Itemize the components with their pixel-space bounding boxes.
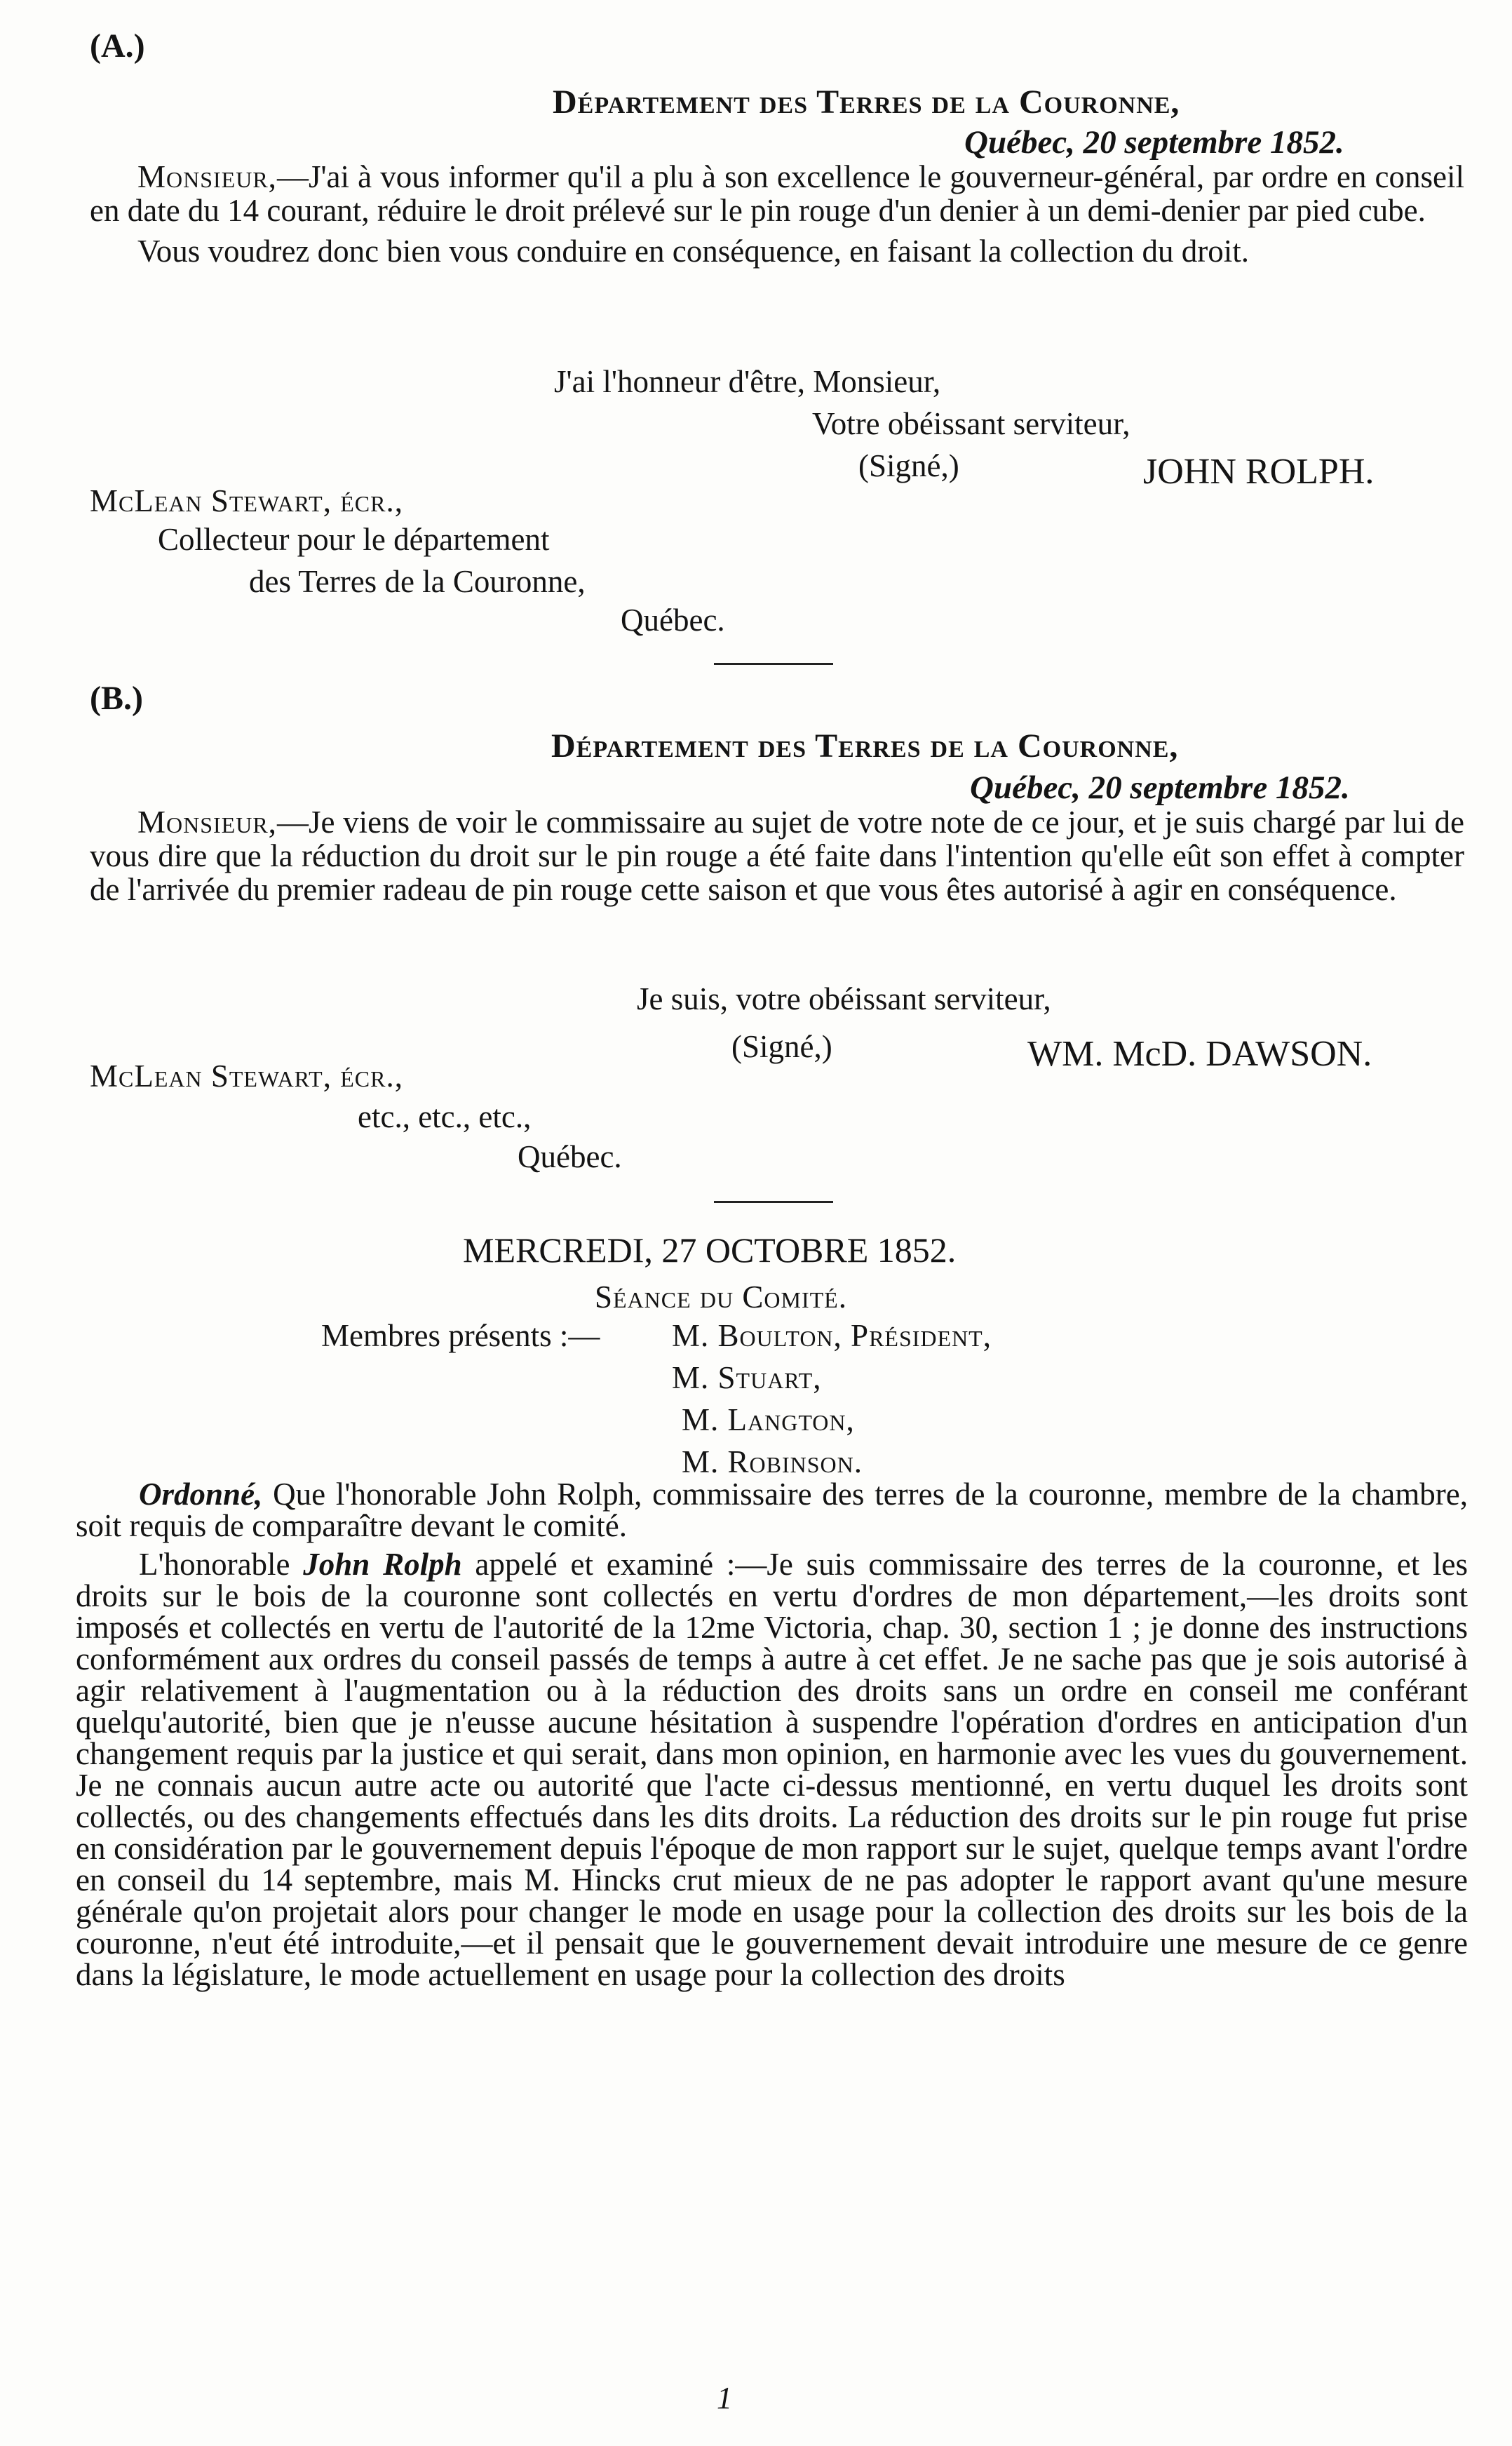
letter-a-closing2: Votre obéissant serviteur, — [812, 406, 1130, 441]
letter-b-addressee-line3: Québec. — [518, 1139, 622, 1174]
session-date-heading: MERCREDI, 27 OCTOBRE 1852. — [463, 1230, 957, 1270]
letter-a-signature: JOHN ROLPH. — [1143, 452, 1375, 492]
letter-b-label: (B.) — [90, 680, 143, 717]
letter-b-body — [90, 805, 1464, 906]
order-text: Que l'honorable John Rolph, commissaire des terres de la couronne, membre de la chambre, soit requis de comparaître devant le comité. — [76, 1477, 1468, 1543]
letter-b-addressee-line2: etc., etc., etc., — [358, 1099, 532, 1134]
section-divider — [714, 663, 833, 665]
letter-a-place-date: Québec, 20 septembre 1852. — [964, 124, 1344, 161]
letter-a-body — [90, 160, 1464, 268]
member-item: M. Robinson. — [682, 1444, 863, 1479]
letter-b-place-date: Québec, 20 septembre 1852. — [970, 770, 1350, 806]
letter-b-signature: WM. McD. DAWSON. — [1027, 1034, 1372, 1074]
letter-b-signed: (Signé,) — [731, 1029, 832, 1064]
members-label: Membres présents :— — [321, 1318, 600, 1353]
section-divider-2 — [714, 1201, 833, 1203]
letter-a-closing1: J'ai l'honneur d'être, Monsieur, — [554, 364, 941, 399]
order-lead: Ordonné, — [139, 1477, 263, 1512]
member-item: M. Stuart, — [672, 1360, 822, 1395]
letter-a-department: Département des Terres de la Couronne, — [553, 83, 1180, 121]
testimony-lead: L'honorable — [139, 1547, 304, 1582]
letter-a-body1: —J'ai à vous informer qu'il a plu à son excellence le gouverneur-général, par ordre en conseil en date du 14 courant, réduire le droit prélevé sur le pin rouge d'un denier à un demi-denier par pied cube. — [90, 159, 1464, 228]
letter-b-body-text: —Je viens de voir le commissaire au sujet de votre note de ce jour, et je suis chargé par lui de vous dire que la réduction du droit sur le pin rouge a été faite dans l'intention qu'elle eût son effet à compter de l'arrivée du premier radeau de pin rouge cette saison et que vous êtes autorisé à agir en conséquence. — [90, 805, 1464, 907]
member-item: M. Langton, — [682, 1402, 855, 1437]
letter-b-salutation: Monsieur, — [137, 805, 277, 840]
session-sitting: Séance du Comité. — [595, 1279, 847, 1315]
member-item: M. Boulton, Président, — [672, 1318, 992, 1353]
letter-a-addressee-line4: Québec. — [621, 603, 725, 638]
letter-a-salutation: Monsieur, — [137, 159, 277, 194]
letter-a-body2: Vous voudrez donc bien vous conduire en conséquence, en faisant la collection du droit. — [137, 234, 1249, 269]
letter-a-addressee-line3: des Terres de la Couronne, — [249, 564, 586, 599]
letter-a-addressee-name: McLean Stewart, écr., — [90, 483, 403, 518]
letter-a-signed: (Signé,) — [858, 448, 959, 483]
letter-b-closing: Je suis, votre obéissant serviteur, — [637, 981, 1051, 1016]
session-body — [76, 1479, 1468, 1991]
letter-b-addressee-name: McLean Stewart, écr., — [90, 1059, 403, 1094]
page-number: 1 — [717, 2381, 732, 2415]
testimony-text: appelé et examiné :—Je suis commissaire des terres de la couronne, et les droits sur le bois de la couronne sont collectés en vertu d'ordres de mon département,—les droits sont imposés et collectés en vertu de l'autorité de la 12me Victoria, chap. 30, section 1 ; je donne des instructions conformément aux ordres du conseil passés de temps à autre à cet effet. Je ne sache pas que je sois autorisé à agir relativement à l'augmentation ou à la réduction des droits sans un ordre en conseil me conférant quelqu'autorité, bien que je n'eusse aucune hésitation à suspendre l'opération d'ordres en anticipation d'un changement requis par la justice et qui serait, dans mon opinion, en harmonie avec les vues du gouvernement. Je ne connais aucun autre acte ou autorité que l'acte ci-dessus mentionné, en vertu duquel les droits sont collectés, ou des changements effectués dans les dits droits. La réduction des droits sur le pin rouge fut prise en considération par le gouvernement depuis l'époque de mon rapport sur le sujet, quelque temps avant l'ordre en conseil du 14 septembre, mais M. Hincks crut mieux de ne pas adopter le rapport avant qu'une mesure générale qu'on projetait alors pour changer le mode en usage pour la collection des droits sur les bois de la couronne, n'eut été introduite,—et il pensait que le gouvernement devait introduire une mesure de ce genre dans la législature, le mode actuellement en usage pour la collection des droits — [76, 1547, 1468, 1992]
letter-a-label: (A.) — [90, 27, 145, 65]
testimony-name: John Rolph — [303, 1547, 462, 1582]
letter-a-addressee-line2: Collecteur pour le département — [158, 522, 550, 557]
letter-b-department: Département des Terres de la Couronne, — [551, 727, 1179, 765]
